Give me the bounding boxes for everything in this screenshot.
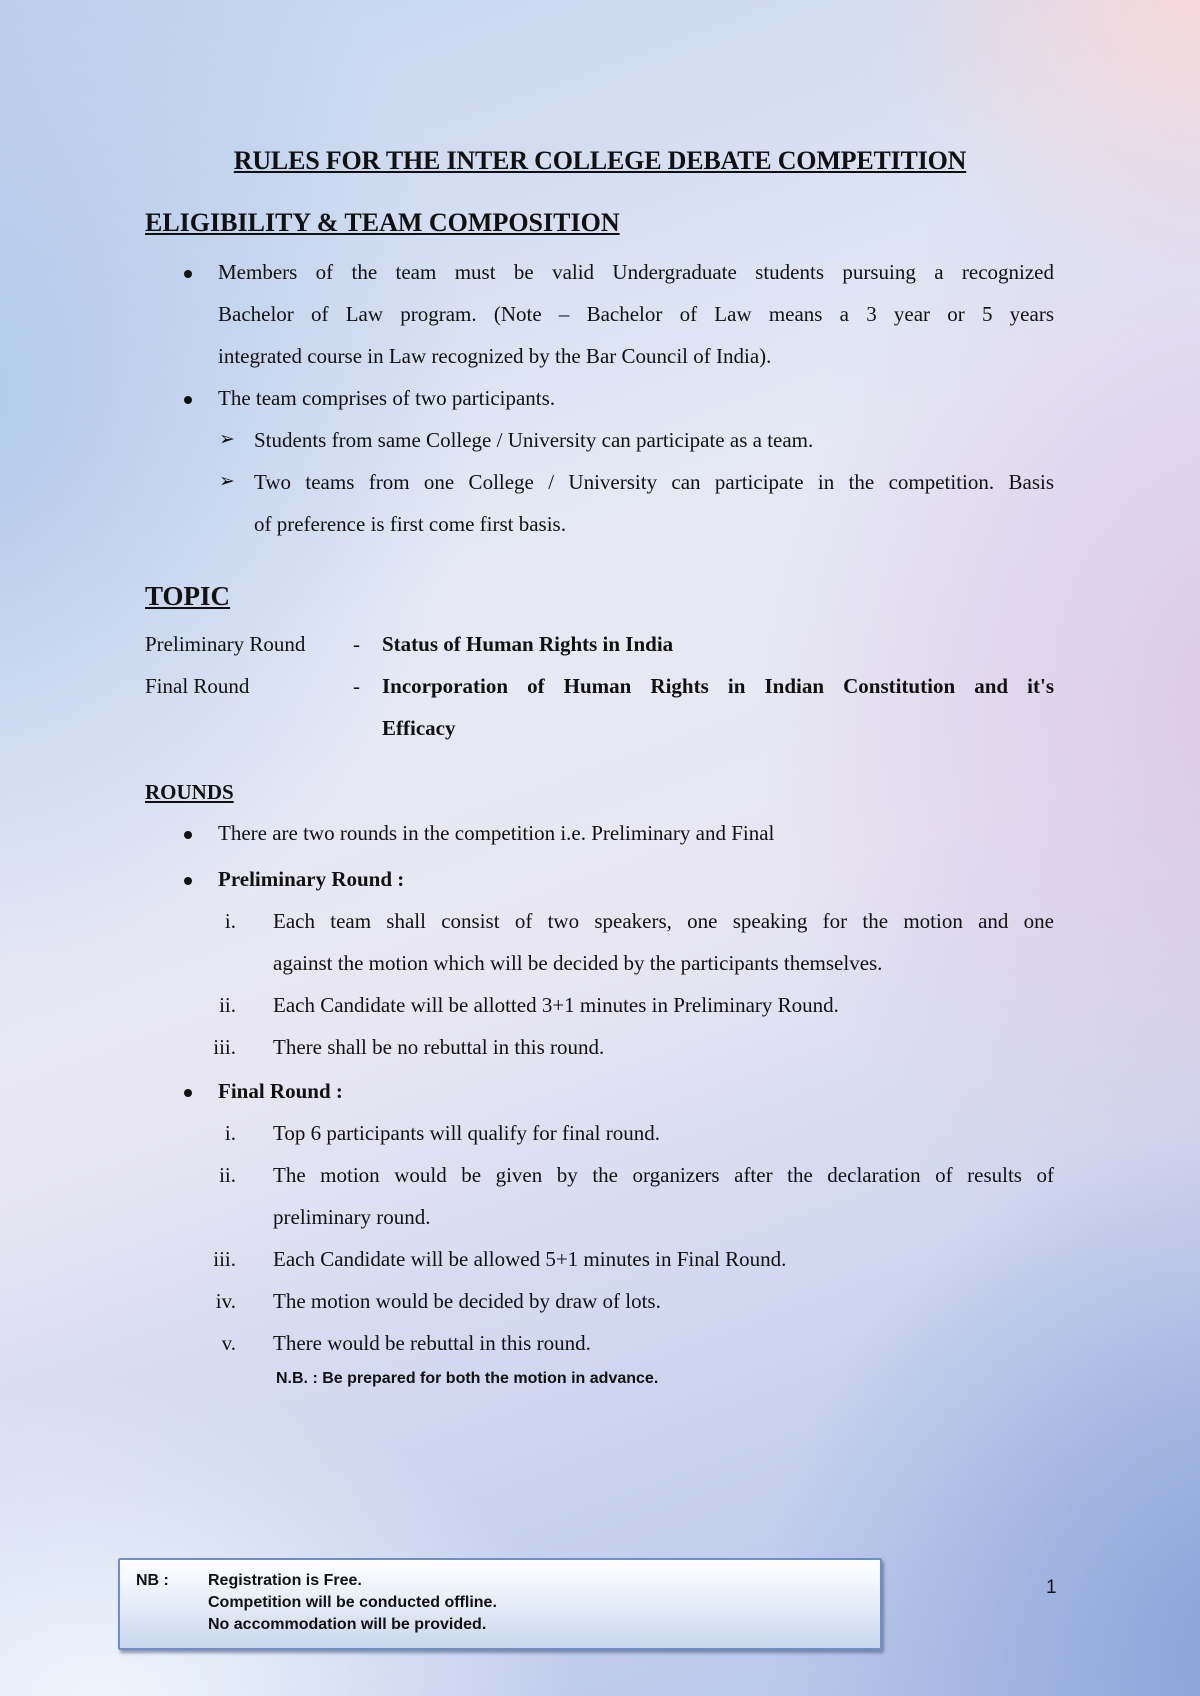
rounds-prelim-heading: Preliminary Round : <box>218 867 405 891</box>
eligibility-bullet1-line2: Bachelor of Law program. (Note – Bachelor of Law means a 3 year or 5 years <box>218 302 1054 326</box>
prelim-item-line: against the motion which will be decided by the participants themselves. <box>273 951 883 975</box>
bullet-dot <box>184 1089 192 1097</box>
final-item-number: ii. <box>219 1163 236 1187</box>
arrow-bullet-icon: ➢ <box>219 470 235 492</box>
final-item-line: preliminary round. <box>273 1205 431 1229</box>
page-number: 1 <box>1046 1577 1057 1598</box>
eligibility-heading: ELIGIBILITY & TEAM COMPOSITION <box>145 208 620 237</box>
eligibility-bullet1-line3: integrated course in Law recognized by the Bar Council of India). <box>218 344 772 368</box>
final-item-line: The motion would be given by the organizers after the declaration of results of <box>273 1163 1054 1187</box>
final-item-number: iii. <box>213 1247 236 1271</box>
prelim-item-line: There shall be no rebuttal in this round. <box>273 1035 605 1059</box>
document-title: RULES FOR THE INTER COLLEGE DEBATE COMPETITION <box>233 146 967 175</box>
final-item-line: There would be rebuttal in this round. <box>273 1331 591 1355</box>
eligibility-arrow2-line1: Two teams from one College / University can participate in the competition. Basis <box>254 470 1054 494</box>
final-item-line: The motion would be decided by draw of lots. <box>273 1289 661 1313</box>
prelim-item-number: i. <box>224 909 236 933</box>
topic-heading: TOPIC <box>145 581 231 611</box>
final-item-line: Top 6 participants will qualify for final round. <box>273 1121 660 1145</box>
bullet-dot <box>184 270 192 278</box>
topic-final-label: Final Round <box>145 674 250 698</box>
rounds-intro: There are two rounds in the competition i.e. Preliminary and Final <box>218 821 775 845</box>
topic-prelim-value: Status of Human Rights in India <box>382 632 674 656</box>
footer-line: Registration is Free. <box>208 1572 362 1589</box>
footer-nb-label: NB : <box>136 1572 169 1589</box>
arrow-bullet-icon: ➢ <box>219 428 235 450</box>
bullet-dot <box>184 877 192 885</box>
final-item-line: Each Candidate will be allowed 5+1 minutes in Final Round. <box>273 1247 787 1271</box>
rounds-heading: ROUNDS <box>145 780 234 804</box>
prelim-item-number: iii. <box>213 1035 236 1059</box>
final-item-number: v. <box>221 1331 236 1355</box>
footer-line: Competition will be conducted offline. <box>208 1594 497 1611</box>
prelim-item-line: Each Candidate will be allotted 3+1 minutes in Preliminary Round. <box>273 993 839 1017</box>
bullet-dot <box>184 831 192 839</box>
footer-notice-box <box>118 1558 882 1650</box>
topic-prelim-dash: - <box>353 632 360 656</box>
eligibility-bullet1-line1: Members of the team must be valid Undergraduate students pursuing a recognized <box>218 260 1054 284</box>
bullet-dot <box>184 396 192 404</box>
rounds-final-heading: Final Round : <box>218 1079 343 1103</box>
rounds-note: N.B. : Be prepared for both the motion in advance. <box>276 1370 659 1387</box>
footer-line: No accommodation will be provided. <box>208 1616 487 1633</box>
final-item-number: i. <box>224 1121 236 1145</box>
prelim-item-number: ii. <box>219 993 236 1017</box>
eligibility-arrow2-line2: of preference is first come first basis. <box>254 512 566 536</box>
final-item-number: iv. <box>215 1289 236 1313</box>
topic-prelim-label: Preliminary Round <box>145 632 306 656</box>
topic-final-value-line1: Incorporation of Human Rights in Indian Constitution and it's <box>382 674 1054 698</box>
topic-final-dash: - <box>353 674 360 698</box>
eligibility-bullet2: The team comprises of two participants. <box>218 386 556 410</box>
eligibility-arrow1: Students from same College / University can participate as a team. <box>254 428 814 452</box>
prelim-item-line: Each team shall consist of two speakers, one speaking for the motion and one <box>273 909 1054 933</box>
topic-final-value-line2: Efficacy <box>382 716 456 740</box>
